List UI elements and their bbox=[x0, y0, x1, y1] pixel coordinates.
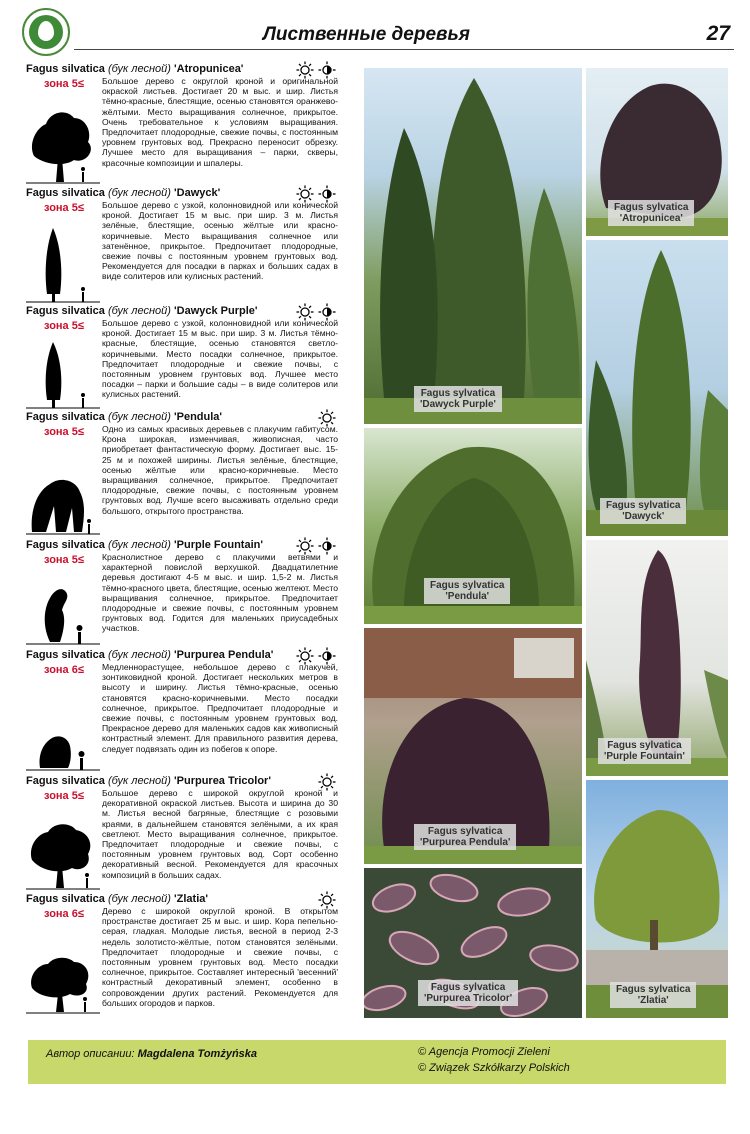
photo-caption-line1: Fagus sylvatica bbox=[430, 580, 505, 591]
page-header bbox=[0, 0, 750, 62]
species-entry bbox=[26, 410, 338, 538]
species-description: Медленнорастущее, небольшое дерево с плакучей, зонтиковидной кроной. Достигает нескольких метров в высоту и ширину. Листья тёмно-красные, осенью становятся красно-коричневыми. Место посадки солнечное, прикрытое. Предпочитает плодородные и свежие почвы, с постоянным уровнем грунтовых вод. Прекрасное дерево для маленьких садов как живописный контрастный элемент. Для правильного развития дерева, следует подвязать один из побегов к опоре. bbox=[102, 662, 338, 754]
photo-purpurea-tricolor bbox=[364, 868, 582, 1018]
species-entry bbox=[26, 774, 338, 892]
columnar-tree-silhouette-icon bbox=[26, 226, 100, 304]
weeping-tree-silhouette-icon bbox=[26, 582, 100, 648]
copyright-line: © Agencja Promocji Zieleni bbox=[418, 1046, 550, 1058]
species-description: Дерево с широкой округлой кроной. В открытом пространстве достигает 25 м выс. и шир. Кора пепельно-серая, гладкая. Молодые листья, весной в период 2-3 недель золотисто-жёлтые, потом становятся зелёными. Предпочитает плодородные и свежие почвы, с постоянным уровнем грунтовых вод. Место посадки солнечное, прикрытое. Составляет интересный 'весенний' контрастный декоративный элемент, особенно в сопровождении других растений. Рекомендуется для больших огородов и парков. bbox=[102, 906, 338, 1008]
species-title: Fagus silvatica (бук лесной) 'Purple Fountain' bbox=[26, 539, 263, 551]
section-title: Лиственные деревья bbox=[262, 24, 470, 45]
photo-caption-line2: 'Purpurea Tricolor' bbox=[424, 993, 513, 1004]
full-sun-icon bbox=[318, 891, 336, 909]
photo-collage bbox=[364, 68, 728, 1018]
photo-caption-line2: 'Purpurea Pendula' bbox=[420, 837, 511, 848]
zone-label: зона 6≤ bbox=[44, 908, 84, 920]
photo-caption-line1: Fagus sylvatica bbox=[616, 984, 691, 995]
species-title: Fagus silvatica (бук лесной) 'Purpurea Pendula' bbox=[26, 649, 274, 661]
full-sun-icon bbox=[318, 409, 336, 427]
header-divider bbox=[74, 49, 734, 50]
photo-caption-line1: Fagus sylvatica bbox=[430, 982, 506, 993]
full-sun-icon bbox=[296, 185, 314, 203]
photo-caption-line1: Fagus sylvatica bbox=[614, 202, 689, 213]
photo-caption-line1: Fagus sylvatica bbox=[420, 388, 496, 399]
species-title: Fagus silvatica (бук лесной) 'Purpurea Tricolor' bbox=[26, 775, 271, 787]
zone-label: зона 5≤ bbox=[44, 426, 84, 438]
species-title: Fagus silvatica (бук лесной) 'Pendula' bbox=[26, 411, 223, 423]
species-title: Fagus silvatica (бук лесной) 'Atropunicea' bbox=[26, 63, 244, 75]
photo-caption-line2: 'Zlatia' bbox=[637, 995, 669, 1006]
photo-purpurea-pendula bbox=[364, 628, 582, 864]
species-description: Большое дерево с округлой кроной и оригинальной окраской листьев. Достигает 20 м выс. и шир. Листья тёмно-красные, блестящие, осенью становятся оранжево-жёлтыми. Место выращивания солнечное, прикрытое. Очень требовательное к условиям выращивания. Предпочитает плодородные, свежие почвы, с постоянным уровнем грунтовых вод. Прекрасно переносит обрезку. Лучшее место для выращивания – парки, скверы, красочные композиции и шпалеры. bbox=[102, 76, 338, 168]
species-title: Fagus silvatica (бук лесной) 'Zlatia' bbox=[26, 893, 208, 905]
zone-label: зона 5≤ bbox=[44, 78, 84, 90]
copyright-line: © Związek Szkółkarzy Polskich bbox=[418, 1062, 570, 1074]
species-entry bbox=[26, 304, 338, 410]
species-description: Одно из самых красивых деревьев с плакучим габитусом. Крона широкая, изменчивая, живописная, часто приобретает фантастическую форму. Достигает выс. 15-25 м и похожей ширины. Листья зелёные, блестящие, осенью жёлтые или красно-коричневые. Место выращивания солнечное, прикрытое. Предпочитает плодородные, свежие почвы, с постоянным уровнем грунтовых вод. Лучше всего высаживать отдельно среди большого, открытого пространства. bbox=[102, 424, 338, 516]
photo-caption-line1: Fagus sylvatica bbox=[427, 826, 503, 837]
weeping-tree-silhouette-icon bbox=[26, 468, 100, 538]
full-sun-icon bbox=[296, 537, 314, 555]
author-credit: Автор описании: Magdalena Tomżyńska bbox=[46, 1048, 258, 1060]
zone-label: зона 5≤ bbox=[44, 320, 84, 332]
photo-caption-line2: 'Atropunicea' bbox=[619, 213, 683, 224]
half-shade-icon bbox=[318, 185, 336, 203]
species-entry bbox=[26, 538, 338, 648]
photo-zlatia bbox=[586, 780, 728, 1018]
photo-caption-line1: Fagus sylvatica bbox=[607, 740, 682, 751]
photo-dawyck bbox=[586, 240, 728, 536]
full-sun-icon bbox=[296, 61, 314, 79]
species-list bbox=[26, 62, 338, 1016]
species-entry bbox=[26, 62, 338, 186]
round-tree-silhouette-icon bbox=[26, 954, 100, 1016]
zone-label: зона 5≤ bbox=[44, 202, 84, 214]
species-description: Большое дерево с широкой округлой кроной и декоративной окраской листьев. Высота и ширина до 30 м. Листья весной багряные, блестящие с розовыми краями, в дальнейшем становятся зелёными, а их края светлеют. Место выращивания солнечное, прикрытое. Предпочитает плодородные и свежие почвы, с постоянным уровнем грунтовых вод. Сорт особенно декоративный весной. Рекомендуется для красочных композиций в больших садах. bbox=[102, 788, 338, 880]
species-description: Большое дерево с узкой, колонновидной или конической кроной. Достигает 15 м выс. при шир. 3 м. Листья зелёные, блестящие, осенью жёлтые или красно-коричневые. Место выращивания солнечное или затенённое, прикрытое. Предпочитает плодородные, свежие почвы с постоянным уровнем грунтовых вод. Рекомендуется для посадки в парках и больших садах в виде солитеров или кулисных растений. bbox=[102, 200, 338, 282]
photo-pendula bbox=[364, 428, 582, 624]
photo-caption-line1: Fagus sylvatica bbox=[606, 500, 681, 511]
zone-label: зона 5≤ bbox=[44, 554, 84, 566]
full-sun-icon bbox=[318, 773, 336, 791]
photo-atropunicea bbox=[586, 68, 728, 236]
species-entry bbox=[26, 186, 338, 304]
page-number: 27 bbox=[706, 22, 730, 45]
photo-caption-line2: 'Dawyck Purple' bbox=[420, 399, 496, 410]
zone-label: зона 6≤ bbox=[44, 664, 84, 676]
columnar-tree-silhouette-icon bbox=[26, 340, 100, 410]
full-sun-icon bbox=[296, 647, 314, 665]
photo-caption-line2: 'Pendula' bbox=[445, 591, 490, 602]
round-tree-silhouette-icon bbox=[26, 820, 100, 892]
species-description: Краснолистное дерево с плакучими ветвями и характерной повислой верхушкой. Двадцатилетние деревья достигают 4-5 м выс. и шир. 1,5-2 м. Листья тёмно-красного цвета, блестящие, осенью желтеют. Место выращивания солнечное, прикрытое. Предпочитает плодородные и свежие почвы, с постоянным уровнем грунтовых вод. Годится для маленьких приусадебных участков. bbox=[102, 552, 338, 634]
photo-dawyck-purple bbox=[364, 68, 582, 424]
credits-footer bbox=[28, 1040, 726, 1084]
half-shade-icon bbox=[318, 61, 336, 79]
species-entry bbox=[26, 892, 338, 1016]
photo-caption-line2: 'Purple Fountain' bbox=[604, 751, 685, 762]
species-title: Fagus silvatica (бук лесной) 'Dawyck' bbox=[26, 187, 221, 199]
half-shade-icon bbox=[318, 303, 336, 321]
zone-label: зона 5≤ bbox=[44, 790, 84, 802]
species-description: Большое дерево с узкой, колонновидной или конической кроной. Достигает 15 м выс. при шир. 3 м. Листья тёмно-красные, блестящие, осенью становятся светло-коричневыми. Место посадки солнечное, прикрытое. Предпочитает плодородные и свежие почвы, с постоянным уровнем грунтовых вод. Лучшее место посадки – парки и большие сады – в виде солитеров или кулисных растений. bbox=[102, 318, 338, 400]
half-shade-icon bbox=[318, 537, 336, 555]
species-title: Fagus silvatica (бук лесной) 'Dawyck Purple' bbox=[26, 305, 258, 317]
photo-purple-fountain bbox=[586, 540, 728, 776]
photo-caption-line2: 'Dawyck' bbox=[622, 511, 665, 522]
species-entry bbox=[26, 648, 338, 774]
full-sun-icon bbox=[296, 303, 314, 321]
half-shade-icon bbox=[318, 647, 336, 665]
umbrella-tree-silhouette-icon bbox=[26, 724, 100, 774]
round-tree-silhouette-icon bbox=[26, 106, 100, 186]
